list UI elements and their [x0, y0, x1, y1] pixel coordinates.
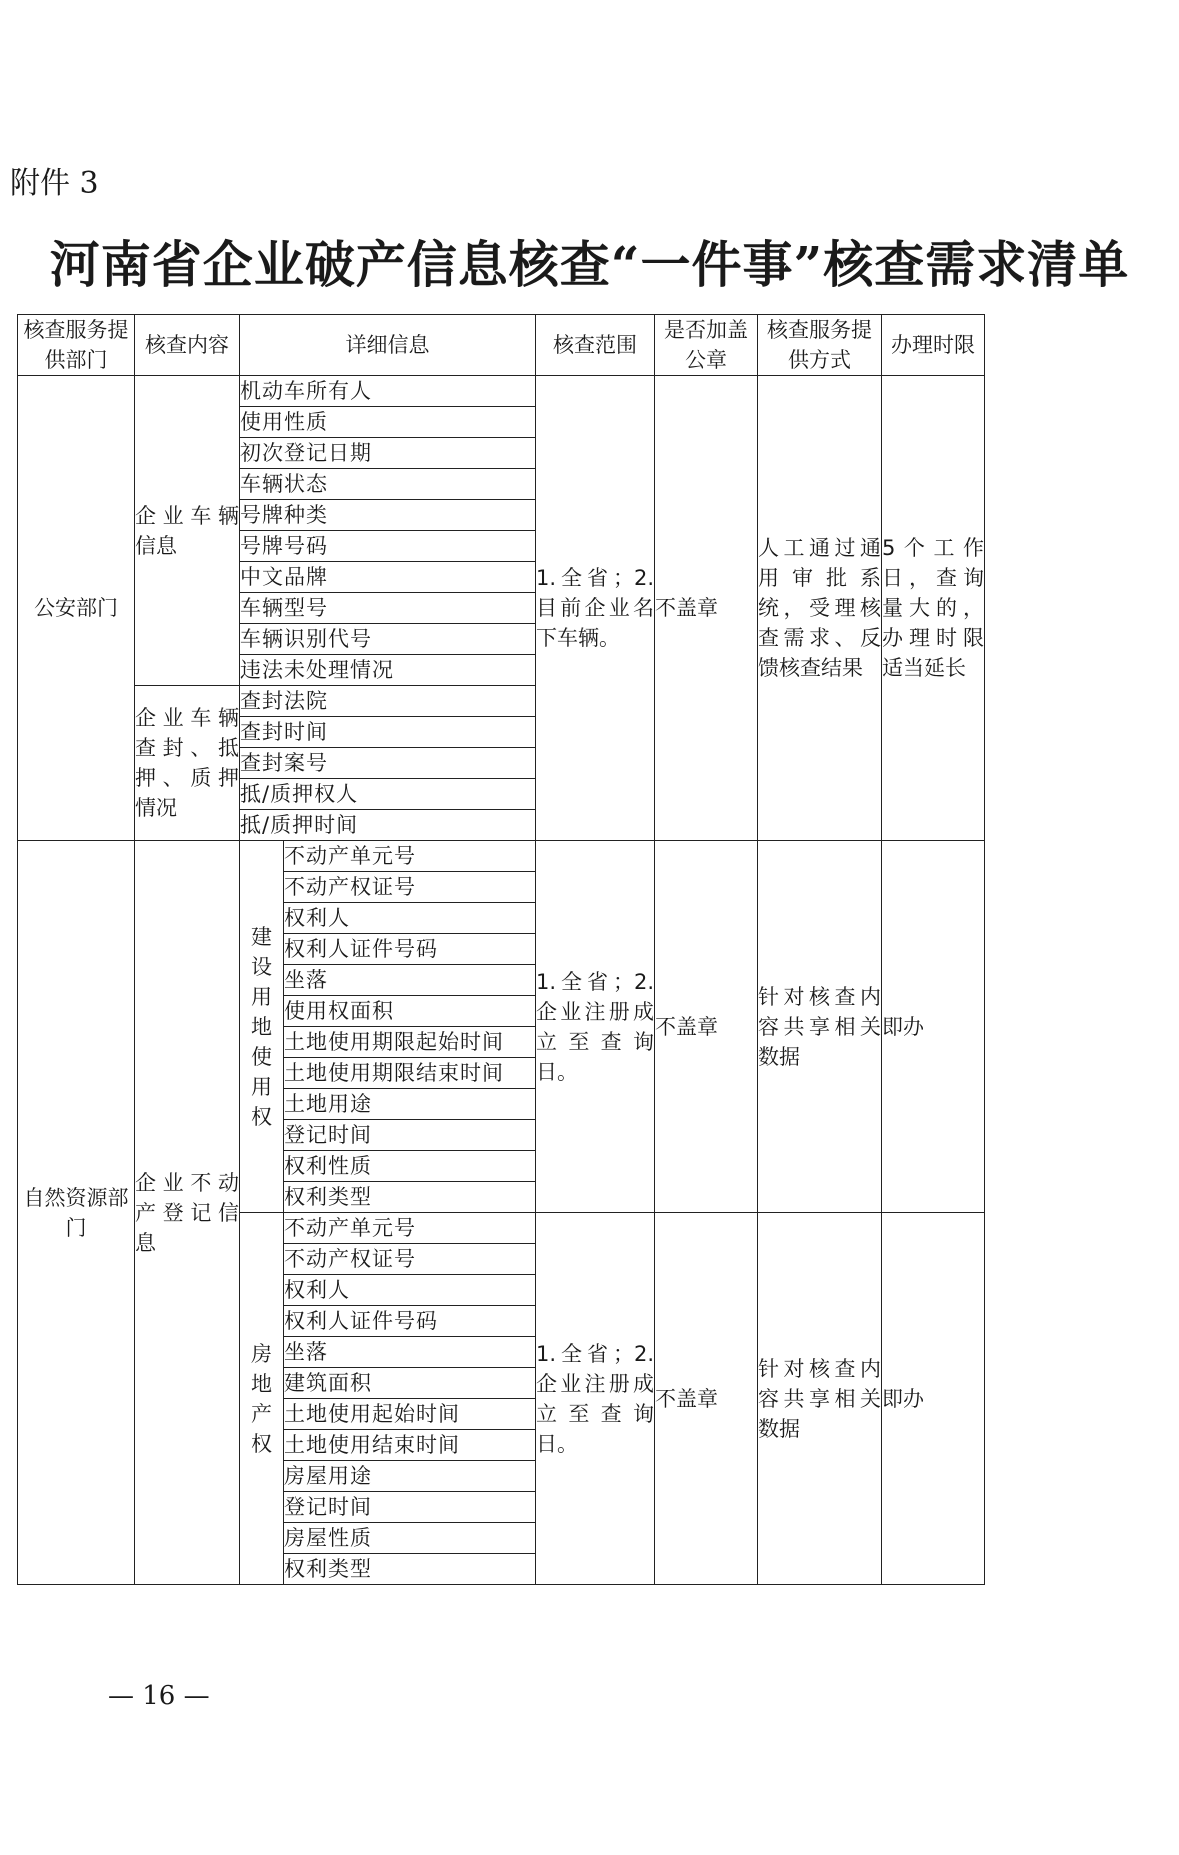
header-seal: 是否加盖公章	[655, 315, 758, 376]
detail-item: 房屋用途	[284, 1461, 536, 1492]
construction-land-label-text: 建设用地使用权	[251, 924, 272, 1129]
detail-item: 查封案号	[240, 748, 536, 779]
header-content: 核查内容	[135, 315, 240, 376]
detail-item: 车辆状态	[240, 469, 536, 500]
vehicle-info-content: 企业车辆信息	[135, 376, 240, 686]
detail-item: 权利人	[284, 1275, 536, 1306]
real-estate-label-text: 房地产权	[251, 1341, 272, 1456]
seizure-info-content: 企业车辆查封、抵押、质押情况	[135, 686, 240, 841]
detail-item: 土地使用期限起始时间	[284, 1027, 536, 1058]
real-estate-label	[240, 1213, 284, 1585]
detail-item: 车辆型号	[240, 593, 536, 624]
header-scope: 核查范围	[536, 315, 655, 376]
construction-land-scope: 1.全省；2.企业注册成立至查询日。	[536, 841, 655, 1213]
real-estate-time-limit: 即办	[882, 1213, 985, 1585]
detail-item: 权利类型	[284, 1554, 536, 1585]
construction-land-method: 针对核查内容共享相关数据	[758, 841, 882, 1213]
detail-item: 不动产权证号	[284, 872, 536, 903]
detail-item: 不动产权证号	[284, 1244, 536, 1275]
construction-land-label	[240, 841, 284, 1213]
detail-item: 权利类型	[284, 1182, 536, 1213]
page-number: — 16 —	[108, 1681, 210, 1711]
detail-item: 车辆识别代号	[240, 624, 536, 655]
police-scope: 1.全省；2.目前企业名下车辆。	[536, 376, 655, 841]
attachment-label: 附件 3	[10, 166, 99, 201]
detail-item: 坐落	[284, 1337, 536, 1368]
detail-item: 使用性质	[240, 407, 536, 438]
detail-item: 中文品牌	[240, 562, 536, 593]
detail-item: 坐落	[284, 965, 536, 996]
police-time-limit: 5个工作日，查询量大的，办理时限适当延长	[882, 376, 985, 841]
document-title: 河南省企业破产信息核查“一件事”核查需求清单	[49, 235, 1130, 294]
natural-resources-department: 自然资源部门	[18, 841, 135, 1585]
header-department: 核查服务提供部门	[18, 315, 135, 376]
real-estate-method: 针对核查内容共享相关数据	[758, 1213, 882, 1585]
detail-item: 查封时间	[240, 717, 536, 748]
detail-item: 号牌种类	[240, 500, 536, 531]
header-details: 详细信息	[240, 315, 536, 376]
detail-item: 权利性质	[284, 1151, 536, 1182]
detail-item: 不动产单元号	[284, 841, 536, 872]
detail-item: 机动车所有人	[240, 376, 536, 407]
detail-item: 土地用途	[284, 1089, 536, 1120]
detail-item: 登记时间	[284, 1492, 536, 1523]
detail-item: 号牌号码	[240, 531, 536, 562]
detail-item: 权利人	[284, 903, 536, 934]
detail-item: 土地使用结束时间	[284, 1430, 536, 1461]
header-row	[18, 315, 985, 376]
detail-item: 权利人证件号码	[284, 934, 536, 965]
detail-item: 权利人证件号码	[284, 1306, 536, 1337]
header-time-limit: 办理时限	[882, 315, 985, 376]
real-estate-seal: 不盖章	[655, 1213, 758, 1585]
detail-item: 查封法院	[240, 686, 536, 717]
detail-item: 违法未处理情况	[240, 655, 536, 686]
police-method: 人工通过通用审批系统，受理核查需求、反馈核查结果	[758, 376, 882, 841]
police-seal: 不盖章	[655, 376, 758, 841]
detail-item: 登记时间	[284, 1120, 536, 1151]
real-estate-scope: 1.全省；2.企业注册成立至查询日。	[536, 1213, 655, 1585]
detail-item: 建筑面积	[284, 1368, 536, 1399]
construction-land-seal: 不盖章	[655, 841, 758, 1213]
detail-item: 房屋性质	[284, 1523, 536, 1554]
detail-item: 土地使用期限结束时间	[284, 1058, 536, 1089]
detail-item: 初次登记日期	[240, 438, 536, 469]
detail-item: 抵/质押时间	[240, 810, 536, 841]
detail-item: 使用权面积	[284, 996, 536, 1027]
police-department: 公安部门	[18, 376, 135, 841]
header-method: 核查服务提供方式	[758, 315, 882, 376]
detail-item: 抵/质押权人	[240, 779, 536, 810]
detail-item: 不动产单元号	[284, 1213, 536, 1244]
construction-land-time-limit: 即办	[882, 841, 985, 1213]
real-estate-registration-content: 企业不动产登记信息	[135, 841, 240, 1585]
detail-item: 土地使用起始时间	[284, 1399, 536, 1430]
requirements-table	[17, 314, 985, 1585]
